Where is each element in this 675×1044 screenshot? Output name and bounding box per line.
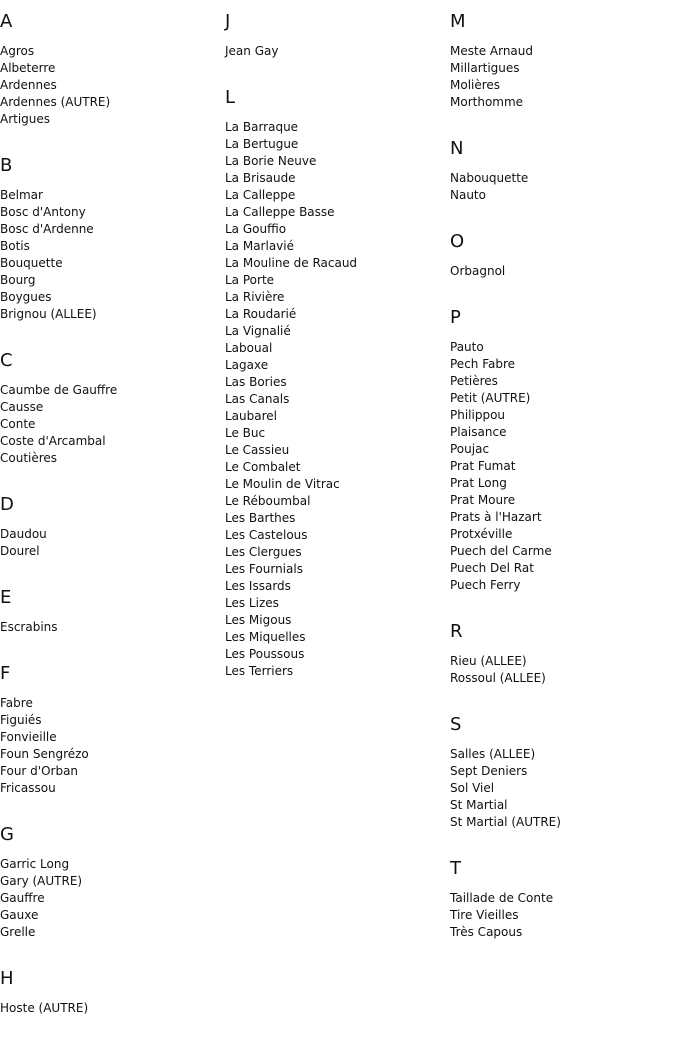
index-column-1 xyxy=(0,11,220,1044)
place-name-list xyxy=(0,695,220,797)
place-name-list xyxy=(0,1000,220,1017)
place-name-millartigues: Millartigues xyxy=(450,61,520,75)
place-name-la-roudarie: La Roudarié xyxy=(225,307,297,321)
place-name-le-moulin-de-vitrac: Le Moulin de Vitrac xyxy=(225,477,340,491)
letter-group-l xyxy=(225,87,445,680)
place-name-les-issards: Les Issards xyxy=(225,579,291,593)
place-name-tres-capous: Très Capous xyxy=(450,925,523,939)
index-column-3 xyxy=(450,11,670,968)
place-name-bouquette: Bouquette xyxy=(0,256,63,270)
place-name-list xyxy=(450,339,670,594)
place-name-molieres: Molières xyxy=(450,78,501,92)
place-name-four-d-orban: Four d'Orban xyxy=(0,764,79,778)
place-name-las-canals: Las Canals xyxy=(225,392,290,406)
place-name-le-combalet: Le Combalet xyxy=(225,460,301,474)
place-name-la-gouffio: La Gouffio xyxy=(225,222,287,236)
place-name-artigues: Artigues xyxy=(0,112,51,126)
place-name-puech-ferry: Puech Ferry xyxy=(450,578,521,592)
place-name-gauxe: Gauxe xyxy=(0,908,39,922)
letter-group-j xyxy=(225,11,445,60)
place-name-list xyxy=(0,619,220,636)
place-name-les-poussous: Les Poussous xyxy=(225,647,305,661)
place-name-la-porte: La Porte xyxy=(225,273,275,287)
place-name-orbagnol: Orbagnol xyxy=(450,264,506,278)
place-name-les-migous: Les Migous xyxy=(225,613,292,627)
place-name-gauffre: Gauffre xyxy=(0,891,45,905)
place-name-coste-d-arcambal: Coste d'Arcambal xyxy=(0,434,106,448)
letter-group-p xyxy=(450,307,670,594)
place-name-pauto: Pauto xyxy=(450,340,484,354)
letter-group-o xyxy=(450,231,670,280)
place-name-belmar: Belmar xyxy=(0,188,43,202)
place-name-list xyxy=(0,856,220,941)
letter-heading: S xyxy=(450,714,462,735)
place-name-poujac: Poujac xyxy=(450,442,490,456)
place-name-la-marlavie: La Marlavié xyxy=(225,239,294,253)
index-column-2 xyxy=(225,11,445,707)
place-name-philippou: Philippou xyxy=(450,408,506,422)
place-name-morthomme: Morthomme xyxy=(450,95,524,109)
place-name-daudou: Daudou xyxy=(0,527,47,541)
place-name-list xyxy=(450,43,670,111)
place-name-causse: Causse xyxy=(0,400,44,414)
place-name-puech-del-carme: Puech del Carme xyxy=(450,544,552,558)
place-name-sept-deniers: Sept Deniers xyxy=(450,764,528,778)
place-name-dourel: Dourel xyxy=(0,544,40,558)
letter-group-m xyxy=(450,11,670,111)
place-name-list xyxy=(0,43,220,128)
place-name-la-brisaude: La Brisaude xyxy=(225,171,296,185)
place-name-les-fournials: Les Fournials xyxy=(225,562,303,576)
place-name-boygues: Boygues xyxy=(0,290,52,304)
place-name-ardennes: Ardennes xyxy=(0,78,57,92)
place-name-conte: Conte xyxy=(0,417,36,431)
letter-heading: D xyxy=(0,494,14,515)
letter-heading: N xyxy=(450,138,464,159)
letter-heading: E xyxy=(0,587,12,608)
place-name-nabouquette: Nabouquette xyxy=(450,171,529,185)
letter-group-f xyxy=(0,663,220,797)
letter-group-n xyxy=(450,138,670,204)
letter-group-c xyxy=(0,350,220,467)
letter-heading: A xyxy=(0,11,13,32)
place-name-les-lizes: Les Lizes xyxy=(225,596,279,610)
letter-heading: M xyxy=(450,11,466,32)
place-name-escrabins: Escrabins xyxy=(0,620,58,634)
place-name-list xyxy=(450,746,670,831)
place-name-jean-gay: Jean Gay xyxy=(225,44,279,58)
place-name-laboual: Laboual xyxy=(225,341,273,355)
place-name-list xyxy=(450,653,670,687)
place-name-sol-viel: Sol Viel xyxy=(450,781,495,795)
letter-group-e xyxy=(0,587,220,636)
place-name-le-cassieu: Le Cassieu xyxy=(225,443,290,457)
letter-heading: C xyxy=(0,350,13,371)
letter-heading: T xyxy=(450,858,461,879)
place-name-le-buc: Le Buc xyxy=(225,426,266,440)
place-name-garric-long: Garric Long xyxy=(0,857,70,871)
letter-group-h xyxy=(0,968,220,1017)
place-name-fonvieille: Fonvieille xyxy=(0,730,57,744)
place-name-agros: Agros xyxy=(0,44,35,58)
place-name-grelle: Grelle xyxy=(0,925,36,939)
letter-heading: G xyxy=(0,824,14,845)
place-name-bosc-d-antony: Bosc d'Antony xyxy=(0,205,86,219)
place-name-les-barthes: Les Barthes xyxy=(225,511,296,525)
place-name-rieu-allee: Rieu (ALLEE) xyxy=(450,654,527,668)
place-name-meste-arnaud: Meste Arnaud xyxy=(450,44,534,58)
letter-heading: J xyxy=(225,11,231,32)
place-name-les-terriers: Les Terriers xyxy=(225,664,294,678)
letter-group-b xyxy=(0,155,220,323)
place-name-taillade-de-conte: Taillade de Conte xyxy=(450,891,554,905)
place-name-botis: Botis xyxy=(0,239,30,253)
place-name-la-calleppe: La Calleppe xyxy=(225,188,296,202)
place-name-petieres: Petières xyxy=(450,374,498,388)
place-name-list xyxy=(0,382,220,467)
place-name-caumbe-de-gauffre: Caumbe de Gauffre xyxy=(0,383,118,397)
place-name-la-barraque: La Barraque xyxy=(225,120,299,134)
place-name-foun-sengrezo: Foun Sengrézo xyxy=(0,747,89,761)
place-name-prat-moure: Prat Moure xyxy=(450,493,516,507)
place-name-lagaxe: Lagaxe xyxy=(225,358,269,372)
place-name-salles-allee: Salles (ALLEE) xyxy=(450,747,536,761)
place-name-prat-long: Prat Long xyxy=(450,476,507,490)
place-name-st-martial: St Martial xyxy=(450,798,508,812)
place-name-hoste-autre: Hoste (AUTRE) xyxy=(0,1001,89,1015)
place-name-la-calleppe-basse: La Calleppe Basse xyxy=(225,205,335,219)
letter-group-a xyxy=(0,11,220,128)
letter-group-s xyxy=(450,714,670,831)
letter-heading: P xyxy=(450,307,461,328)
place-name-la-borie-neuve: La Borie Neuve xyxy=(225,154,317,168)
place-name-les-miquelles: Les Miquelles xyxy=(225,630,306,644)
place-name-prats-a-l-hazart: Prats à l'Hazart xyxy=(450,510,542,524)
letter-heading: L xyxy=(225,87,236,108)
place-name-fricassou: Fricassou xyxy=(0,781,56,795)
letter-heading: F xyxy=(0,663,11,684)
place-name-brignou-allee: Brignou (ALLEE) xyxy=(0,307,97,321)
letter-heading: R xyxy=(450,621,463,642)
place-name-list xyxy=(0,187,220,323)
place-name-st-martial-autre: St Martial (AUTRE) xyxy=(450,815,561,829)
place-name-list xyxy=(450,263,670,280)
place-name-la-riviere: La Rivière xyxy=(225,290,285,304)
place-name-figuies: Figuiés xyxy=(0,713,42,727)
place-name-list xyxy=(450,890,670,941)
place-name-list xyxy=(225,43,445,60)
place-name-ardennes-autre: Ardennes (AUTRE) xyxy=(0,95,111,109)
place-name-fabre: Fabre xyxy=(0,696,33,710)
place-name-albeterre: Albeterre xyxy=(0,61,56,75)
place-name-pech-fabre: Pech Fabre xyxy=(450,357,516,371)
place-name-les-castelous: Les Castelous xyxy=(225,528,308,542)
place-name-bosc-d-ardenne: Bosc d'Ardenne xyxy=(0,222,94,236)
letter-heading: O xyxy=(450,231,465,252)
place-name-list xyxy=(225,119,445,680)
letter-group-d xyxy=(0,494,220,560)
letter-group-t xyxy=(450,858,670,941)
place-name-prat-fumat: Prat Fumat xyxy=(450,459,516,473)
place-name-la-bertugue: La Bertugue xyxy=(225,137,299,151)
place-name-coutieres: Coutières xyxy=(0,451,58,465)
place-name-protxeville: Protxéville xyxy=(450,527,513,541)
place-name-laubarel: Laubarel xyxy=(225,409,278,423)
place-name-la-vignalie: La Vignalié xyxy=(225,324,291,338)
letter-group-g xyxy=(0,824,220,941)
place-name-petit-autre: Petit (AUTRE) xyxy=(450,391,531,405)
place-name-puech-del-rat: Puech Del Rat xyxy=(450,561,534,575)
letter-group-r xyxy=(450,621,670,687)
place-name-rossoul-allee: Rossoul (ALLEE) xyxy=(450,671,546,685)
place-name-plaisance: Plaisance xyxy=(450,425,507,439)
letter-heading: H xyxy=(0,968,14,989)
place-name-las-bories: Las Bories xyxy=(225,375,287,389)
place-name-list xyxy=(450,170,670,204)
place-name-bourg: Bourg xyxy=(0,273,36,287)
place-name-tire-vieilles: Tire Vieilles xyxy=(450,908,519,922)
letter-heading: B xyxy=(0,155,13,176)
place-name-les-clergues: Les Clergues xyxy=(225,545,302,559)
place-name-la-mouline-de-racaud: La Mouline de Racaud xyxy=(225,256,358,270)
place-name-list xyxy=(0,526,220,560)
place-name-gary-autre: Gary (AUTRE) xyxy=(0,874,83,888)
place-name-le-reboumbal: Le Réboumbal xyxy=(225,494,311,508)
place-name-nauto: Nauto xyxy=(450,188,486,202)
